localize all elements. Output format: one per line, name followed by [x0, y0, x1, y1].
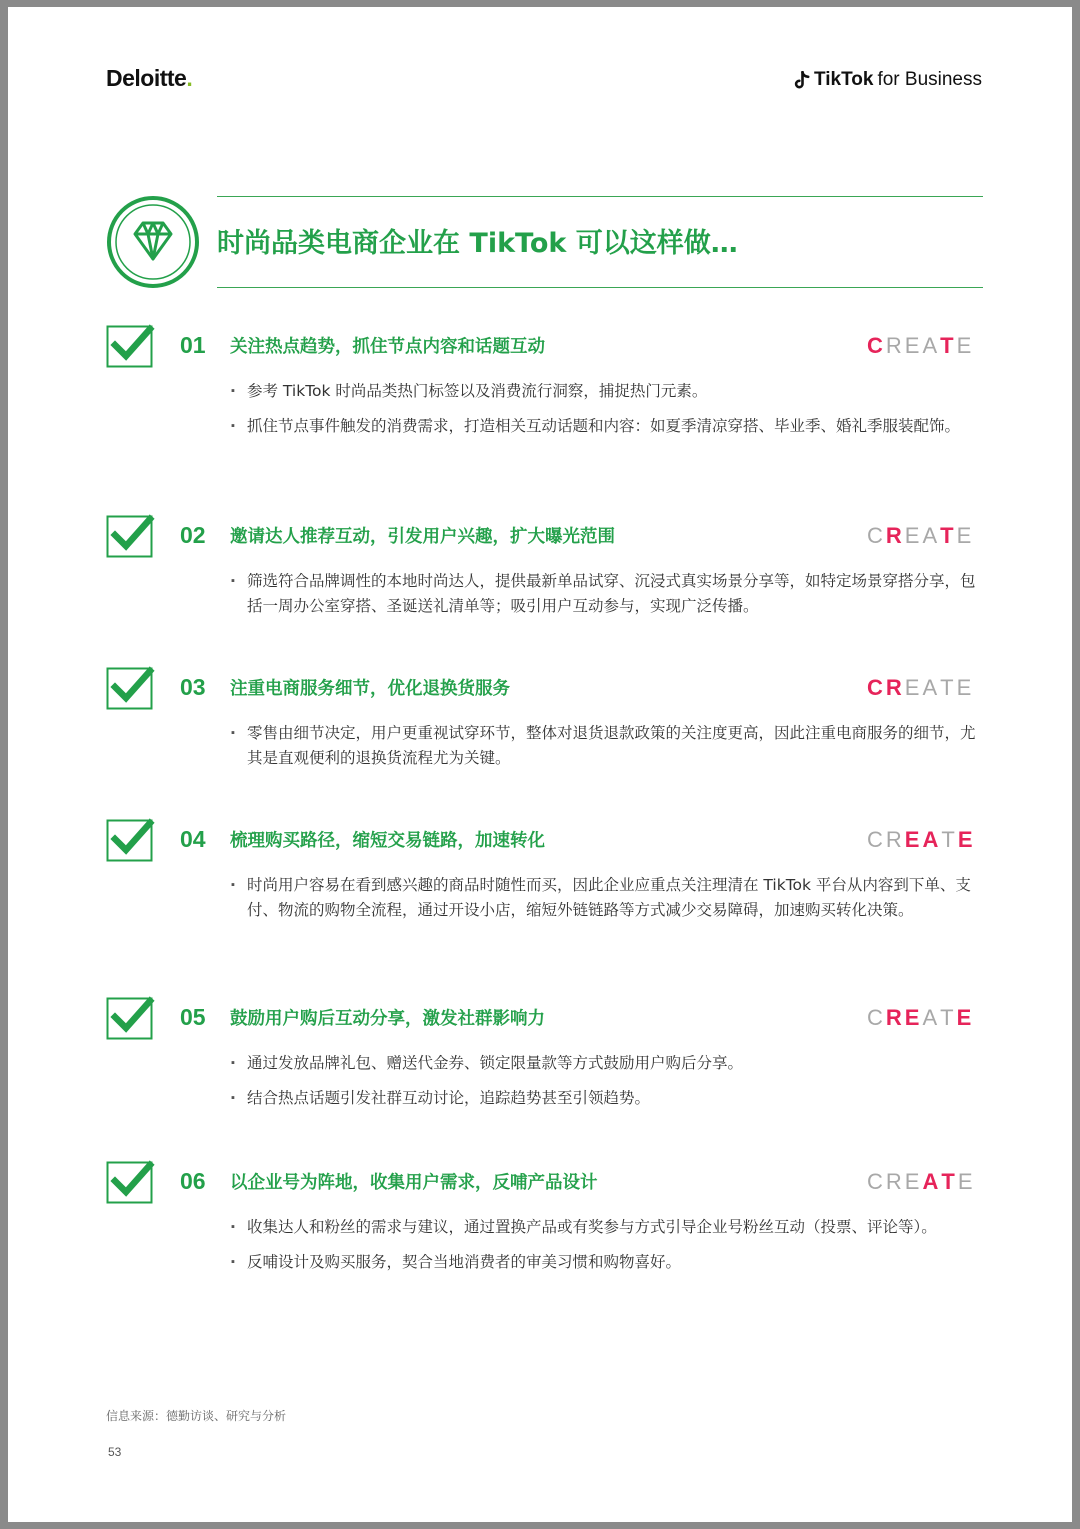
create-letter: R	[885, 523, 905, 548]
checkbox-checked-icon	[106, 1159, 156, 1205]
create-framework-label	[867, 333, 974, 359]
bullet-item: · 反哺设计及购买服务，契合当地消费者的审美习惯和购物喜好。	[230, 1250, 976, 1275]
create-framework-label	[867, 827, 976, 853]
source-note: 信息来源：德勤访谈、研究与分析	[106, 1409, 287, 1423]
create-letter: T	[941, 827, 958, 852]
item-heading: 以企业号为阵地，收集用户需求，反哺产品设计	[230, 1173, 598, 1193]
bullet-item: · 通过发放品牌礼包、赠送代金券、锁定限量款等方式鼓励用户购后分享。	[230, 1051, 976, 1076]
create-letter: A	[922, 1169, 942, 1194]
report-page	[8, 7, 1072, 1522]
create-letter: R	[885, 827, 905, 852]
bullet-list	[230, 1215, 976, 1285]
create-letter: C	[867, 1005, 886, 1030]
item-number: 01	[180, 332, 206, 358]
create-letter: T	[941, 1169, 958, 1194]
create-framework-label	[867, 523, 974, 549]
create-letter: C	[867, 827, 886, 852]
create-framework-label	[867, 1169, 976, 1195]
bullet-item: · 收集达人和粉丝的需求与建议，通过置换产品或有奖参与方式引导企业号粉丝互动（投票、评论等）。	[230, 1215, 976, 1240]
deloitte-logo: Deloitte.	[106, 65, 193, 91]
item-heading: 注重电商服务细节，优化退换货服务	[230, 679, 510, 699]
bullet-item: · 结合热点话题引发社群互动讨论，追踪趋势甚至引领趋势。	[230, 1086, 976, 1111]
create-letter: E	[956, 333, 975, 358]
checkbox-checked-icon	[106, 513, 156, 559]
create-framework-label	[867, 675, 974, 701]
item-heading: 梳理购买路径，缩短交易链路，加速转化	[230, 831, 545, 851]
title-rule-bottom	[217, 287, 983, 288]
bullet-list	[230, 1051, 976, 1121]
create-letter: C	[867, 333, 886, 358]
checkbox-checked-icon	[106, 665, 156, 711]
section-title: 时尚品类电商企业在 TikTok 可以这样做…	[217, 228, 738, 259]
create-letter: E	[904, 1005, 923, 1030]
checkbox-checked-icon	[106, 323, 156, 369]
bullet-item: · 筛选符合品牌调性的本地时尚达人，提供最新单品试穿、沉浸式真实场景分享等，如特定场景穿搭分享，包括一周办公室穿搭、圣诞送礼清单等；吸引用户互动参与，实现广泛传播。	[230, 569, 976, 619]
create-letter: T	[940, 523, 957, 548]
bullet-item: · 参考 TikTok 时尚品类热门标签以及消费流行洞察，捕捉热门元素。	[230, 379, 976, 404]
create-letter: R	[885, 1169, 905, 1194]
tiktok-note-icon	[794, 71, 810, 90]
item-number: 02	[180, 522, 206, 548]
create-letter: T	[940, 333, 957, 358]
create-letter: R	[885, 333, 905, 358]
item-number: 05	[180, 1004, 206, 1030]
create-letter: T	[940, 675, 957, 700]
create-letter: E	[956, 523, 975, 548]
create-letter: R	[885, 1005, 905, 1030]
create-letter: A	[922, 333, 941, 358]
checkbox-checked-icon	[106, 817, 156, 863]
title-rule-top	[217, 196, 983, 197]
create-letter: R	[885, 675, 905, 700]
bullet-list	[230, 721, 976, 781]
item-heading: 鼓励用户购后互动分享，激发社群影响力	[230, 1009, 545, 1029]
checkbox-checked-icon	[106, 995, 156, 1041]
create-letter: A	[922, 1005, 941, 1030]
create-letter: E	[956, 675, 975, 700]
bullet-list	[230, 569, 976, 629]
create-letter: E	[904, 333, 923, 358]
bullet-item: · 零售由细节决定，用户更重视试穿环节，整体对退货退款政策的关注度更高，因此注重电商服务的细节，尤其是直观便利的退换货流程尤为关键。	[230, 721, 976, 771]
create-letter: E	[904, 523, 923, 548]
bullet-item: · 抓住节点事件触发的消费需求，打造相关互动话题和内容：如夏季清凉穿搭、毕业季、婚礼季服装配饰。	[230, 414, 976, 439]
create-letter: E	[957, 827, 976, 852]
diamond-icon	[106, 195, 200, 289]
create-framework-label	[867, 1005, 974, 1031]
create-letter: C	[867, 1169, 886, 1194]
item-heading: 关注热点趋势，抓住节点内容和话题互动	[230, 337, 545, 357]
item-number: 03	[180, 674, 206, 700]
item-number: 04	[180, 826, 206, 852]
create-letter: E	[956, 1005, 975, 1030]
create-letter: C	[867, 523, 886, 548]
create-letter: A	[922, 523, 941, 548]
item-number: 06	[180, 1168, 206, 1194]
tiktok-for-business-logo: TikTok for Business	[794, 69, 982, 91]
create-letter: A	[922, 675, 941, 700]
create-letter: T	[940, 1005, 957, 1030]
page-number: 53	[108, 1445, 122, 1459]
create-letter: C	[867, 675, 886, 700]
create-letter: A	[922, 827, 942, 852]
create-letter: E	[957, 1169, 976, 1194]
create-letter: E	[904, 827, 923, 852]
bullet-list	[230, 379, 976, 449]
create-letter: E	[904, 675, 923, 700]
bullet-item: · 时尚用户容易在看到感兴趣的商品时随性而买，因此企业应重点关注理清在 TikTok 平台从内容到下单、支付、物流的购物全流程，通过开设小店，缩短外链链路等方式减少交易障碍，加速购买转化决策。	[230, 873, 976, 923]
item-heading: 邀请达人推荐互动，引发用户兴趣，扩大曝光范围	[230, 527, 615, 547]
create-letter: E	[904, 1169, 923, 1194]
bullet-list	[230, 873, 976, 933]
